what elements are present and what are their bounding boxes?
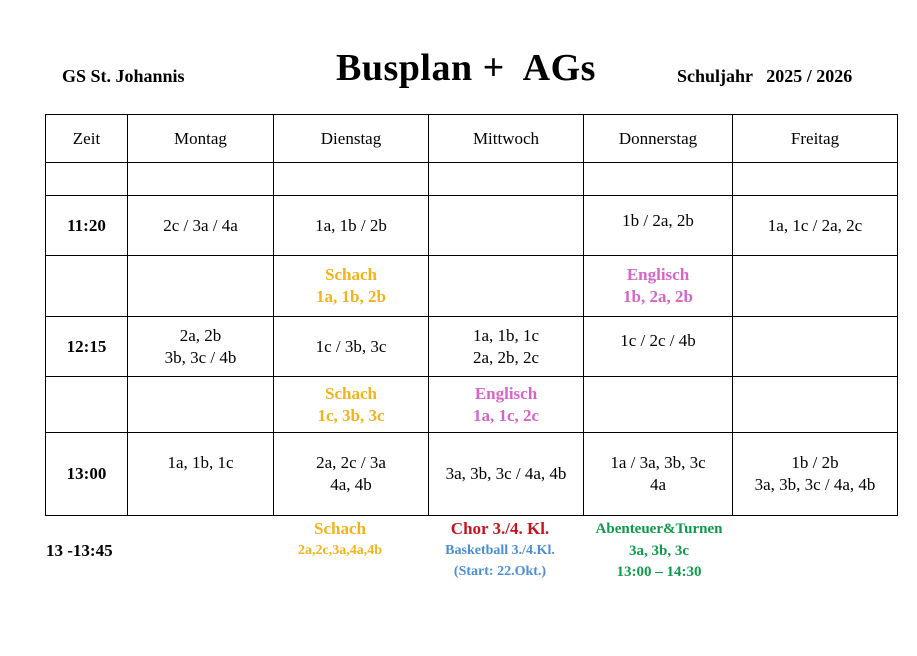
ag-title: Schach <box>325 265 377 284</box>
ag-classes: 3a, 3b, 3c <box>629 543 689 559</box>
cell-1120-freitag <box>733 196 898 256</box>
ag-classes: 2a,2c,3a,4a,4b <box>298 543 382 558</box>
cell-1300-mittwoch <box>429 433 584 516</box>
cell-line: 1c / 2c / 4b <box>620 331 696 350</box>
empty-cell <box>274 163 429 196</box>
cell-line: 1a, 1b, 1c <box>167 453 234 472</box>
ag-classes: 1c, 3b, 3c <box>317 405 385 425</box>
header-montag: Montag <box>128 115 274 163</box>
row-1300 <box>46 433 898 516</box>
header-zeit: Zeit <box>46 115 128 163</box>
cell-line: 1b / 2a, 2b <box>622 211 694 230</box>
cell-1215-montag <box>128 317 274 377</box>
empty-cell <box>429 163 584 196</box>
row-ag-2 <box>46 377 898 433</box>
ag-schach-dienstag-2 <box>274 377 429 433</box>
empty-cell <box>429 256 584 317</box>
cell-line: 2a, 2b, 2c <box>472 347 540 367</box>
empty-cell <box>46 256 128 317</box>
ag-title: Schach <box>325 383 377 403</box>
ag-englisch-mittwoch <box>429 377 584 433</box>
cell-1300-freitag <box>733 433 898 516</box>
ag-classes: 1b, 2a, 2b <box>623 287 693 306</box>
cell-1300-dienstag <box>274 433 429 516</box>
ag-title: Schach <box>314 519 366 538</box>
ag-title: Abenteuer&Turnen <box>595 521 723 537</box>
school-year: Schuljahr 2025 / 2026 <box>677 66 853 86</box>
empty-cell <box>128 163 274 196</box>
row-1215 <box>46 317 898 377</box>
ag-schach-dienstag-1 <box>274 256 429 317</box>
empty-row <box>46 163 898 196</box>
cell-line: 1a, 1b, 1c <box>472 325 540 345</box>
time-1120: 11:20 <box>46 196 128 256</box>
empty-cell <box>733 256 898 317</box>
header-dienstag: Dienstag <box>274 115 429 163</box>
bus-schedule-table <box>45 114 898 516</box>
footer-abenteuer <box>580 518 738 582</box>
ag-classes: 1a, 1c, 2c <box>472 405 540 425</box>
school-name: GS St. Johannis <box>62 66 185 86</box>
cell-1120-mittwoch <box>429 196 584 256</box>
cell-line: 4a, 4b <box>330 475 372 494</box>
cell-line: 2c / 3a / 4a <box>163 215 238 235</box>
cell-line: 1a, 1c / 2a, 2c <box>767 215 863 235</box>
ag-basketball-start: (Start: 22.Okt.) <box>453 564 547 579</box>
cell-line: 1b / 2b <box>791 453 839 472</box>
empty-cell <box>733 377 898 433</box>
row-1120 <box>46 196 898 256</box>
empty-cell <box>46 377 128 433</box>
header-freitag: Freitag <box>733 115 898 163</box>
empty-cell <box>584 163 733 196</box>
table-header-row <box>46 115 898 163</box>
ag-time: 13:00 – 14:30 <box>616 564 702 580</box>
ag-title: Englisch <box>626 265 690 284</box>
ag-title: Englisch <box>474 383 538 403</box>
page-title: Busplan + AGs <box>336 47 596 89</box>
empty-cell <box>128 256 274 317</box>
cell-line: 3a, 3b, 3c / 4a, 4b <box>754 475 876 494</box>
cell-line: 1c / 3b, 3c <box>315 336 387 356</box>
time-1215: 12:15 <box>46 317 128 377</box>
cell-1215-freitag <box>733 317 898 377</box>
empty-cell <box>584 377 733 433</box>
empty-cell <box>46 163 128 196</box>
cell-line: 1a / 3a, 3b, 3c <box>610 453 706 472</box>
cell-1300-donnerstag <box>584 433 733 516</box>
cell-1215-donnerstag <box>584 317 733 377</box>
cell-line: 4a <box>649 475 667 494</box>
cell-1215-dienstag <box>274 317 429 377</box>
ag-chor: Chor 3./4. Kl. <box>450 519 550 538</box>
cell-1120-montag <box>128 196 274 256</box>
header-mittwoch: Mittwoch <box>429 115 584 163</box>
cell-1120-dienstag <box>274 196 429 256</box>
row-ag-1 <box>46 256 898 317</box>
header-donnerstag: Donnerstag <box>584 115 733 163</box>
empty-cell <box>128 377 274 433</box>
ag-time-slot: 13 -13:45 <box>46 541 113 560</box>
ag-classes: 1a, 1b, 2b <box>316 287 386 306</box>
ag-englisch-donnerstag <box>584 256 733 317</box>
cell-line: 2a, 2c / 3a <box>316 453 386 472</box>
cell-line: 1a, 1b / 2b <box>315 215 387 235</box>
footer-chor-basketball <box>420 518 580 582</box>
empty-cell <box>733 163 898 196</box>
cell-line: 3a, 3b, 3c / 4a, 4b <box>445 464 567 483</box>
footer-schach <box>280 518 400 562</box>
cell-1300-montag <box>128 433 274 516</box>
cell-line: 2a, 2b <box>179 325 222 345</box>
time-1300: 13:00 <box>46 433 128 516</box>
ag-basketball: Basketball 3./4.Kl. <box>445 543 555 558</box>
cell-line: 3b, 3c / 4b <box>164 347 237 367</box>
cell-1120-donnerstag <box>584 196 733 256</box>
cell-1215-mittwoch <box>429 317 584 377</box>
